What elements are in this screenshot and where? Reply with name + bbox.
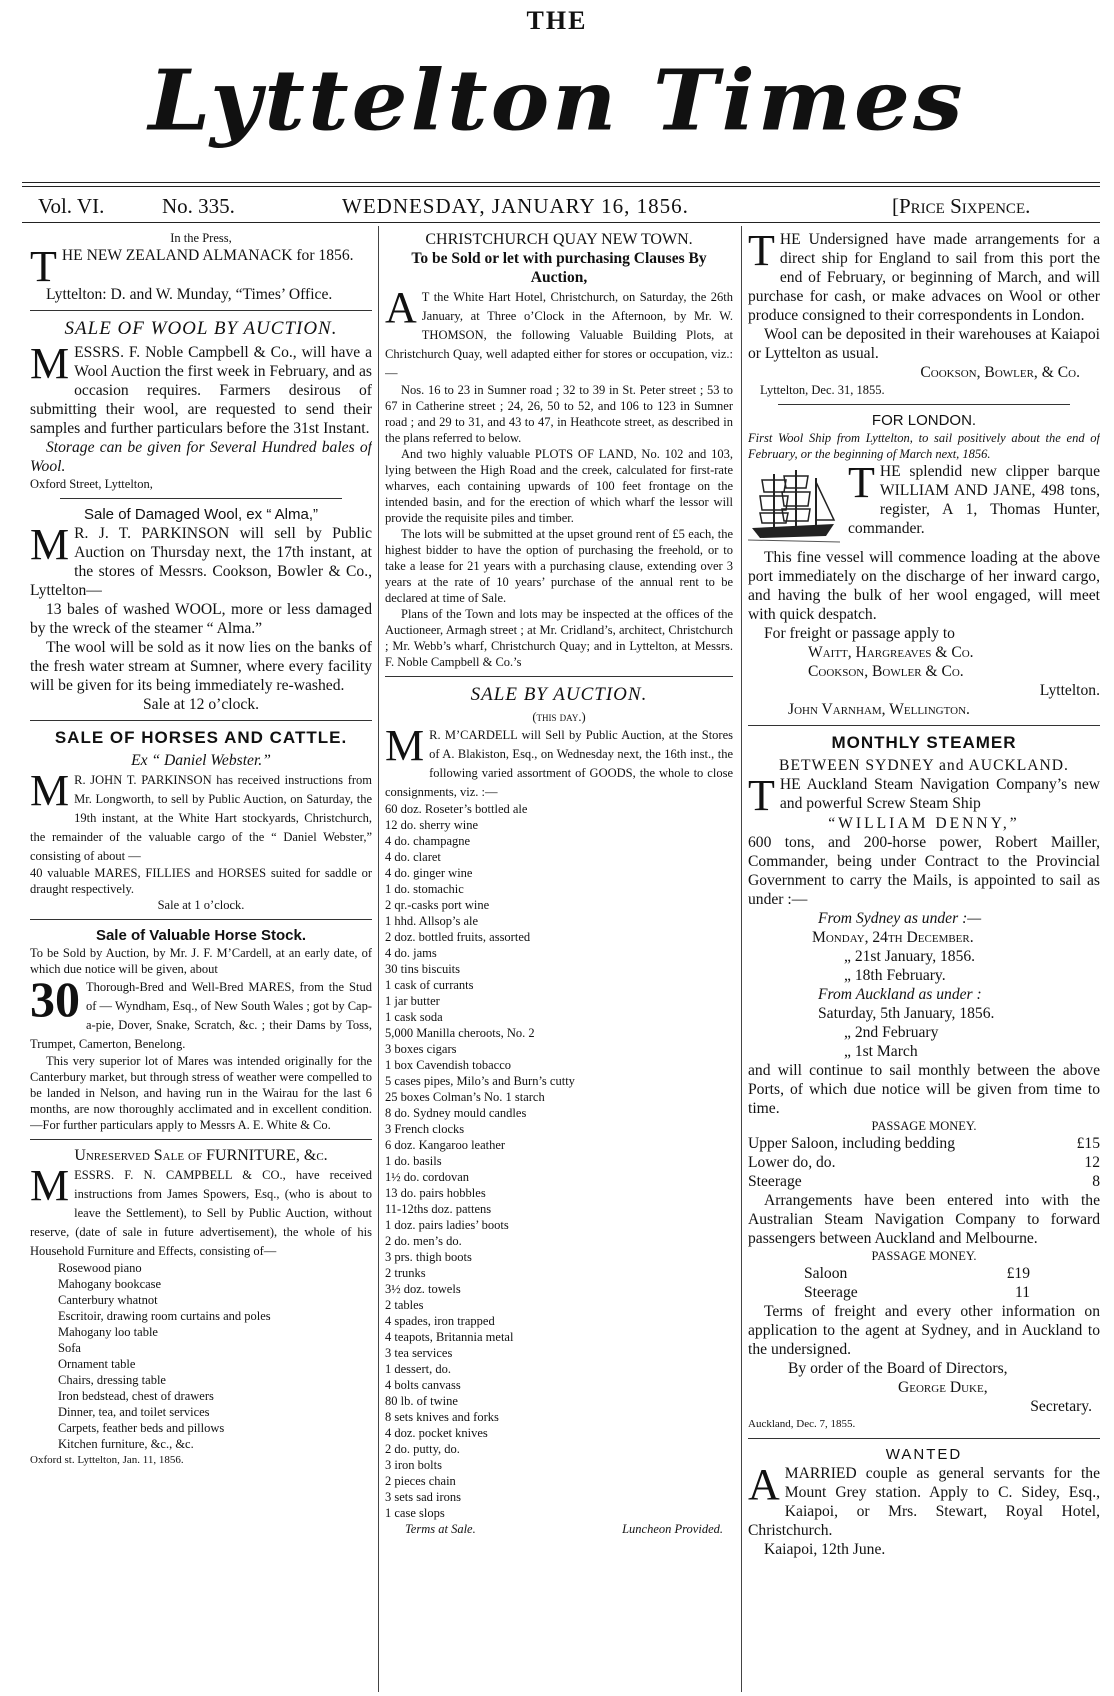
steamer-p3: and will continue to sail monthly between the above Ports, of which due notice will be given from time to time. [748,1062,1100,1117]
separator [30,720,372,721]
goods-item: 3 iron bolts [385,1458,442,1472]
goods-item: 8 do. Sydney mould candles [385,1106,527,1120]
kicker: In the Press, [170,231,232,245]
goods-item: 1 hhd. Allsop’s ale [385,914,479,928]
masthead-the: THE [526,6,588,35]
issue-date: WEDNESDAY, JANUARY 16, 1856. [342,194,689,218]
drop-cap: T [848,458,875,507]
terms: Terms at Sale. [405,1522,476,1536]
drop-cap: M [30,339,70,388]
goods-item: 2 tables [385,1298,424,1312]
steamer-text: HE Auckland Steam Navigation Company’s new and powerful Screw Steam Ship [779,776,1100,812]
goods-item: 4 do. claret [385,850,441,864]
notice-date: Auckland, Dec. 7, 1855. [748,1418,856,1430]
quay-p2: Nos. 16 to 23 in Sumner road ; 32 to 39 in St. Peter street ; 53 to 67 in Catherine street ; 24, 26, 50 to 52, and 106 to 123 in Sumner road ; and 29 to 31, and 43 to 47, in Heathcote street, as described in the plans referred to below. [385,383,733,445]
luncheon: Luncheon Provided. [622,1522,723,1536]
list-item: Canterbury whatnot [58,1293,158,1307]
goods-item: 4 doz. pocket knives [385,1426,488,1440]
almanack-place: Lyttelton: D. and W. Munday, “Times’ Office. [46,286,333,303]
column-rule-2 [741,226,742,1692]
goods-item: 13 do. pairs hobbles [385,1186,486,1200]
list-item: Kitchen furniture, &c., &c. [58,1437,194,1451]
goods-item: 2 qr.-casks port wine [385,898,490,912]
goods-item: 30 tins biscuits [385,962,461,976]
fare-price: 12 [1084,1154,1100,1171]
goods-item: 2 do. putty, do. [385,1442,460,1456]
signatory: Cookson, Bowler, & Co. [920,364,1080,381]
column-3 [748,230,1100,1692]
direct-ship-text: HE Undersigned have made arrangements for a direct ship for England to sail from this port the end of February, or beginning of March, and will purchase for cash, or make advaces on Wool or other produce consigned to their correspondents in London. [748,231,1100,324]
from-auckland: From Auckland as under : [818,986,982,1003]
list-item: Iron bedstead, chest of drawers [58,1389,214,1403]
furniture-footer: Oxford st. Lyttelton, Jan. 11, 1856. [30,1454,184,1466]
goods-advert [385,683,733,1537]
notice-date: Lyttelton, Dec. 31, 1855. [760,383,885,397]
horses-sub: Ex “ Daniel Webster.” [131,752,271,769]
masthead-title: Lyttelton Times [148,50,966,150]
fare-row [748,1264,1100,1283]
masthead-rule-top [22,182,1100,183]
list-item: Dinner, tea, and toilet services [58,1405,210,1419]
goods-item: 4 spades, iron trapped [385,1314,495,1328]
wool-auction-advert [30,317,372,492]
fare-price: £15 [1076,1135,1100,1152]
goods-item: 4 do. champagne [385,834,471,848]
quay-p4: The lots will be submitted at the upset ground rent of £5 each, the highest bidder to have the option of purchasing the freehold, or to take a lease for 21 years with a purchasing clause, extending over 3 years at the rate of 10 years’ purchase of the annual rent to be declared at time of Sale. [385,527,733,605]
damaged-wool-p2: 13 bales of washed WOOL, more or less damaged by the wreck of the steamer “ Alma.” [30,601,372,637]
dateline-rule [22,222,1100,223]
sale-time: Sale at 12 o’clock. [142,696,260,713]
sale-time: Sale at 1 o’clock. [157,898,245,912]
almanack-text: HE NEW ZEALAND ALMANACK for 1856. [61,247,354,264]
goods-item: 1 case slops [385,1506,445,1520]
goods-item: 1 doz. pairs ladies’ boots [385,1218,509,1232]
goods-item: 1 box Cavendish tobacco [385,1058,512,1072]
fare-label: Steerage [748,1173,802,1190]
drop-cap: M [30,520,70,569]
separator [748,1438,1100,1439]
fare-row [748,1283,1100,1302]
horse-stock-advert [30,926,372,1133]
quay-heading: CHRISTCHURCH QUAY NEW TOWN. [425,231,693,248]
horse-stock-heading: Sale of Valuable Horse Stock. [95,927,307,944]
horses-advert [30,727,372,913]
steamer-p4: Arrangements have been entered into with the Australian Steam Navigation Company to forward passengers between Auckland and Melbourne. [748,1192,1100,1247]
separator [778,404,1070,405]
goods-item: 25 boxes Colman’s No. 1 starch [385,1090,545,1104]
london-text: HE splendid new clipper barque WILLIAM AND JANE, 498 tons, register, A 1, Thomas Hunter, commander. [848,463,1100,537]
horses-heading: SALE OF HORSES AND CATTLE. [54,728,348,747]
horses-text: R. JOHN T. PARKINSON has received instructions from Mr. Longworth, to sell by Public Auction, on Saturday, the 19th instant, at the White Hart stockyards, Christchurch, the remainder of the valuable cargo of the “ Daniel Webster,” consisting of about — [30,773,372,863]
fare-label: Upper Saloon, including bedding [748,1135,956,1152]
goods-item: 3 French clocks [385,1122,465,1136]
wanted-text: MARRIED couple as general servants for the Mount Grey station. Apply to C. Sidey, Esq., Kaiapoi, or Mrs. Stewart, Royal Hotel, Christchurch. [748,1465,1100,1539]
separator [30,310,372,311]
fare-label: Saloon [804,1265,848,1282]
quay-subheading: To be Sold or let with purchasing Clauses By Auction, [411,250,707,286]
goods-item: 11-12ths doz. pattens [385,1202,492,1216]
drop-cap: 30 [30,971,80,1027]
goods-list [385,801,733,1521]
goods-item: 1 do. basils [385,1154,442,1168]
goods-item: 2 do. men’s do. [385,1234,462,1248]
steamer-heading: MONTHLY STEAMER [831,733,1017,752]
fare-row [748,1153,1100,1172]
list-item: Sofa [58,1341,81,1355]
quay-p5: Plans of the Town and lots may be inspected at the offices of the Auctioneer, Armagh street ; at Mr. Cridland’s, architect, Christchurch ; Mr. Webb’s wharf, Christchurch Quay; and in Lyttelton, at Messrs. F. Noble Campbell & Co.’s [385,607,733,669]
goods-item: 1 jar butter [385,994,440,1008]
list-item: Carpets, feather beds and pillows [58,1421,225,1435]
agent-wellington: John Varnham, Wellington. [788,701,970,718]
separator [30,919,372,920]
horse-stock-intro: To be Sold by Auction, by Mr. J. F. M’Cardell, at an early date, of which due notice will be given, about [30,946,372,976]
notice-date: Kaiapoi, 12th June. [764,1541,886,1558]
direct-ship-advert [748,230,1100,398]
separator [60,498,342,499]
goods-item: 5,000 Manilla cheroots, No. 2 [385,1026,535,1040]
wool-auction-heading: SALE OF WOOL BY AUCTION. [64,318,338,339]
from-sydney: From Sydney as under :— [818,910,982,927]
goods-item: 2 pieces chain [385,1474,456,1488]
list-item: Escritoir, drawing room curtains and poles [58,1309,271,1323]
damaged-wool-p3: The wool will be sold as it now lies on the banks of the fresh water stream at Sumner, where every facility will be given for its being immediately re-washed. [30,639,372,694]
goods-item: 1½ do. cordovan [385,1170,470,1184]
auckland-date: „ 1st March [844,1043,918,1060]
almanack-advert [30,230,372,304]
goods-item: 8 sets knives and forks [385,1410,499,1424]
london-advert [748,411,1100,719]
volume: Vol. VI. [38,194,105,218]
goods-item: 4 do. jams [385,946,437,960]
goods-item: 3 sets sad irons [385,1490,462,1504]
signer-title: Secretary. [1030,1398,1092,1415]
london-p2: This fine vessel will commence loading at the above port immediately on the discharge of her inward cargo, and having the bulk of her wool engaged, will meet with quick despatch. [748,549,1100,623]
goods-text: R. M’CARDELL will Sell by Public Auction, at the Stores of A. Blakiston, Esq., on Wednesday next, the 16th inst., the following varied assortment of GOODS, the whole to close consignments, viz. :— [385,728,733,799]
goods-item: 6 doz. Kangaroo leather [385,1138,506,1152]
sydney-date: „ 18th February. [844,967,946,984]
quay-text: T the White Hart Hotel, Christchurch, on Saturday, the 26th January, at Three o’Clock in the Afternoon, by Mr. W. THOMSON, the following Valuable Building Plots, at Christchurch Quay, well adapted either for stores or occupation, viz.:— [385,290,733,380]
drop-cap: T [748,771,775,820]
goods-item: 3 boxes cigars [385,1042,457,1056]
steamer-p2: 600 tons, and 200-horse power, Robert Mailler, Commander, being under Contract to the Provincial Government to carry the Mails, is appointed to sail as under :— [748,834,1100,908]
passage-heading: PASSAGE MONEY. [871,1119,977,1133]
goods-item: 2 doz. bottled fruits, assorted [385,930,531,944]
list-item: Chairs, dressing table [58,1373,166,1387]
list-item: Ornament table [58,1357,136,1371]
fare-row [748,1134,1100,1153]
goods-heading: SALE BY AUCTION. [470,684,648,705]
fare-label: Steerage [804,1284,858,1301]
london-sub: First Wool Ship from Lyttelton, to sail positively about the end of February, or the beginning of March next, 1856. [748,431,1100,461]
fare-price: £19 [1006,1265,1030,1282]
wool-auction-text: ESSRS. F. Noble Campbell & Co., will have a Wool Auction the first week in February, and as occasion requires. Farmers desirous of submitting their wool, are requested to send their samples and further particulars before the 31st Instant. [30,344,372,437]
drop-cap: A [748,1460,780,1509]
masthead-rule-top-2 [22,186,1100,187]
sydney-date: Monday, 24th December. [812,929,974,946]
agent-1: Waitt, Hargreaves & Co. [808,644,974,661]
goods-item: 3½ doz. towels [385,1282,461,1296]
damaged-wool-advert [30,505,372,714]
goods-item: 1 dessert, do. [385,1362,451,1376]
goods-sub: (this day.) [532,710,586,724]
goods-item: 3 prs. thigh boots [385,1250,472,1264]
signer: George Duke, [898,1379,988,1396]
ship-name: “WILLIAM DENNY,” [828,815,1020,832]
separator [748,725,1100,726]
damaged-wool-heading: Sale of Damaged Wool, ex “ Alma,” [84,506,318,523]
list-item: Rosewood piano [58,1261,142,1275]
goods-item: 12 do. sherry wine [385,818,479,832]
auckland-date: Saturday, 5th January, 1856. [818,1005,995,1022]
sailing-ship-icon [748,466,840,546]
column-rule-1 [378,226,379,1692]
furniture-advert [30,1146,372,1468]
column-2 [385,230,733,1692]
auckland-date: „ 2nd February [844,1024,939,1041]
quay-p3: And two highly valuable PLOTS OF LAND, No. 102 and 103, lying between the High Road and the creek, calculated for first-rate wharves, each containing upwards of 100 feet frontage on the intended basin, and for the erection of which wharf the lessor will provide the requisite piles and timber. [385,447,733,525]
price: [Price Sixpence. [892,194,1031,218]
horse-stock-text: Thorough-Bred and Well-Bred MARES, from the Stud of — Wyndham, Esq., of New South Wales ; got by Cap-a-pie, Dover, Snake, Scratch, &c. ; their Dams by Toss, Trumpet, Camerton, Benelong. [30,980,372,1051]
column-1 [30,230,372,1692]
wanted-heading: WANTED [885,1446,963,1463]
goods-item: 3 tea services [385,1346,453,1360]
goods-item: 1 cask of currants [385,978,474,992]
horses-p2: 40 valuable MARES, FILLIES and HORSES suited for saddle or draught respectively. [30,866,372,896]
separator [30,1139,372,1140]
goods-item: 4 bolts canvass [385,1378,461,1392]
fare-price: 11 [1014,1284,1030,1301]
goods-item: 4 teapots, Britannia metal [385,1330,514,1344]
goods-item: 1 do. stomachic [385,882,464,896]
drop-cap: T [30,242,57,291]
drop-cap: M [30,766,70,815]
agent-place: Lyttelton. [1039,682,1100,699]
sydney-date: „ 21st January, 1856. [844,948,976,965]
separator [385,676,733,677]
furniture-heading: Unreserved Sale of FURNITURE, &c. [74,1147,328,1164]
steamer-sub: BETWEEN SYDNEY and AUCKLAND. [779,757,1069,774]
list-item: Mahogany loo table [58,1325,158,1339]
goods-item: 2 trunks [385,1266,426,1280]
steamer-p5: Terms of freight and every other information on application to the agent at Sydney, and in Auckland to the undersigned. [748,1303,1100,1358]
london-heading: FOR LONDON. [871,412,977,429]
horse-stock-p2: This very superior lot of Mares was intended originally for the Canterbury market, but through stress of weather were compelled to be landed in Nelson, and having run in the Wairau for the last 6 months, are now thoroughly acclimated and in excellent condition.—For further particulars apply to Messrs A. E. White & Co. [30,1054,372,1132]
address: Oxford Street, Lyttelton, [30,477,153,491]
goods-item: 80 lb. of twine [385,1394,458,1408]
wanted-advert [748,1445,1100,1559]
storage-note: Storage can be given for Several Hundred bales of Wool. [30,439,372,475]
drop-cap: M [30,1161,70,1210]
drop-cap: M [385,721,425,770]
drop-cap: A [385,283,417,332]
agent-2: Cookson, Bowler & Co. [808,663,964,680]
apply-line: For freight or passage apply to [764,625,955,642]
furniture-list [30,1260,372,1452]
fare-price: 8 [1092,1173,1100,1190]
goods-item: 1 cask soda [385,1010,443,1024]
quay-advert [385,230,733,670]
steamer-advert [748,732,1100,1432]
goods-item: 60 doz. Roseter’s bottled ale [385,802,528,816]
goods-item: 4 do. ginger wine [385,866,473,880]
drop-cap: T [748,230,775,275]
issue-number: No. 335. [162,194,235,218]
furniture-text: ESSRS. F. N. CAMPBELL & CO., have received instructions from James Spowers, Esq., (who is about to leave the Settlement), to Sell by Public Auction, without reserve, (date of sale in future advertisement), the whole of his Household Furniture and Effects, consisting of— [30,1168,372,1258]
direct-ship-p2: Wool can be deposited in their warehouses at Kaiapoi or Lyttelton as usual. [748,326,1100,362]
fare-row [748,1172,1100,1191]
damaged-wool-text: R. J. T. PARKINSON will sell by Public Auction on Thursday next, the 17th instant, at the stores of Messrs. Cookson, Bowler & Co., Lyttelton— [30,525,372,599]
dateline [30,194,1100,222]
board-order: By order of the Board of Directors, [788,1360,1008,1377]
passage-heading: PASSAGE MONEY. [871,1249,977,1263]
goods-item: 5 cases pipes, Milo’s and Burn’s cutty [385,1074,575,1088]
fare-label: Lower do, do. [748,1154,836,1171]
list-item: Mahogany bookcase [58,1277,162,1291]
